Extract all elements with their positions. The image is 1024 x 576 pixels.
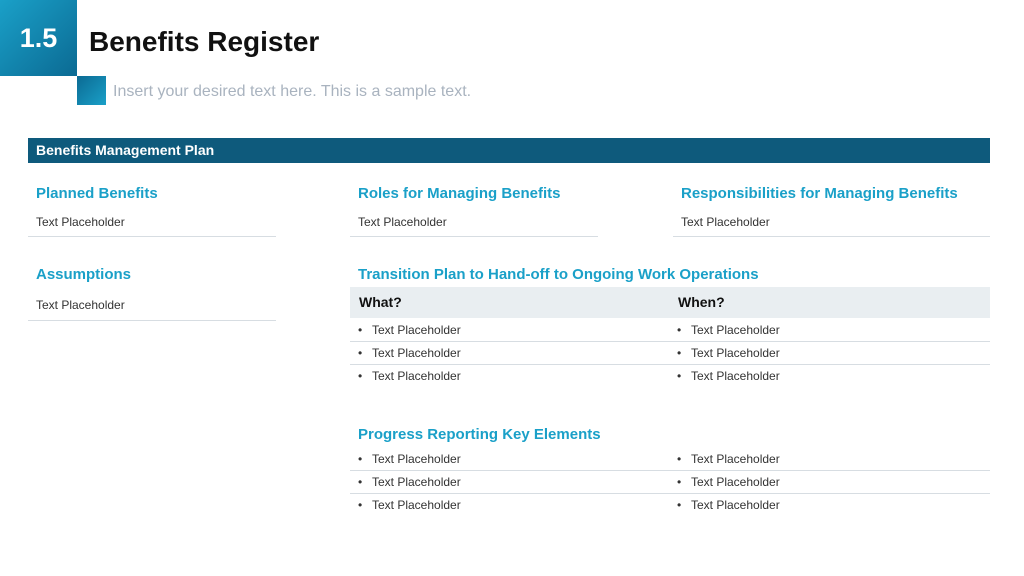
list-item: • Text Placeholder (677, 452, 780, 466)
roles-text: Text Placeholder (358, 215, 447, 229)
list-item: • Text Placeholder (358, 369, 461, 383)
section-banner: Benefits Management Plan (28, 138, 990, 163)
list-item: • Text Placeholder (358, 452, 461, 466)
page-subtitle: Insert your desired text here. This is a sample text. (113, 83, 472, 100)
planned-benefits-text: Text Placeholder (36, 215, 125, 229)
list-item: • Text Placeholder (358, 346, 461, 360)
progress-heading: Progress Reporting Key Elements (358, 426, 601, 443)
accent-square (77, 76, 106, 105)
list-item: • Text Placeholder (677, 369, 780, 383)
divider (28, 320, 276, 321)
responsibilities-text: Text Placeholder (681, 215, 770, 229)
divider (350, 493, 990, 494)
section-number: 1.5 (0, 0, 77, 76)
assumptions-heading: Assumptions (36, 266, 132, 283)
divider (350, 341, 990, 342)
divider (350, 364, 990, 365)
divider (350, 236, 598, 237)
list-item: • Text Placeholder (677, 323, 780, 337)
list-item: • Text Placeholder (358, 475, 461, 489)
responsibilities-heading: Responsibilities for Managing Benefits (681, 185, 958, 202)
roles-heading: Roles for Managing Benefits (358, 185, 561, 202)
divider (28, 236, 276, 237)
transition-heading: Transition Plan to Hand-off to Ongoing Work Operations (358, 266, 759, 283)
list-item: • Text Placeholder (677, 346, 780, 360)
assumptions-text: Text Placeholder (36, 298, 125, 312)
divider (350, 470, 990, 471)
list-item: • Text Placeholder (358, 323, 461, 337)
planned-benefits-heading: Planned Benefits (36, 185, 158, 202)
when-column-header: When? (678, 294, 725, 310)
transition-table-header (350, 287, 990, 318)
list-item: • Text Placeholder (677, 498, 780, 512)
list-item: • Text Placeholder (358, 498, 461, 512)
list-item: • Text Placeholder (677, 475, 780, 489)
page-title: Benefits Register (89, 26, 320, 57)
divider (673, 236, 990, 237)
what-column-header: What? (359, 294, 402, 310)
